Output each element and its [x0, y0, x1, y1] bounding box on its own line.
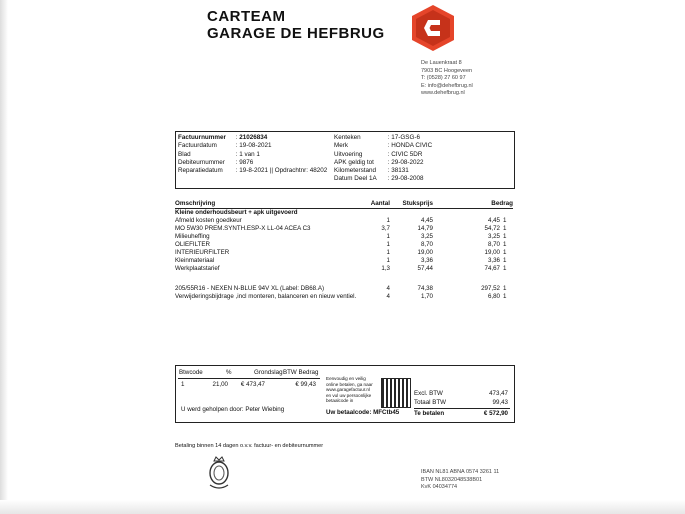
vat-percentage: 21,00 — [212, 381, 228, 388]
grand-total-value: € 572,90 — [483, 410, 508, 417]
company-subtitle: GARAGE DE HEFBRUG — [207, 25, 385, 42]
line-item-quantity: 1,3 — [381, 265, 390, 272]
line-item-description: Verwijderingsbijdrage ,incl monteren, balanceren en nieuw ventiel. — [175, 293, 357, 300]
excl-vat-value: 473,47 — [489, 390, 508, 397]
line-item-description: MO 5W30 PREM.SYNTH.ESP-X LL-04 ACEA C3 — [175, 225, 311, 232]
line-item-quantity: 1 — [386, 241, 390, 248]
line-item-amount: 8,70 — [487, 241, 500, 248]
line-item-quantity: 4 — [386, 293, 390, 300]
line-item-amount: 19,00 — [484, 249, 500, 256]
vat-col-amount: BTW Bedrag — [283, 369, 319, 376]
line-item-vat-code: 1 — [503, 257, 507, 264]
line-item-vat-code: 1 — [503, 233, 507, 240]
line-item-quantity: 1 — [386, 217, 390, 224]
line-item-vat-code: 1 — [503, 285, 507, 292]
line-item-description: Afmeld kosten goedkeur — [175, 217, 242, 224]
vat-col-pct: % — [226, 369, 232, 376]
royal-warrant-emblem-icon — [206, 455, 232, 491]
line-item-vat-code: 1 — [503, 249, 507, 256]
excl-vat-label: Excl. BTW — [414, 390, 443, 397]
line-item-amount: 74,67 — [484, 265, 500, 272]
totals-divider — [414, 408, 510, 409]
col-header-quantity: Aantal — [370, 200, 390, 207]
line-item-description: Kleinmateriaal — [175, 257, 215, 264]
line-item-amount: 4,45 — [487, 217, 500, 224]
line-item-unit-price: 57,44 — [417, 265, 433, 272]
line-item-amount: 6,80 — [487, 293, 500, 300]
line-item-unit-price: 3,36 — [420, 257, 433, 264]
vat-header-row — [178, 368, 320, 379]
invoice-details-left: Factuurnummer : 21026834 Factuurdatum : 19-08-2021 Blad : 1 van 1 Debiteurnummer : 9876 Reparatiedatum : 19-8-2021 || Opdrachtnr: 48202 — [178, 134, 328, 175]
grand-total-label: Te betalen — [414, 410, 445, 417]
col-header-amount: Bedrag — [491, 200, 513, 207]
total-vat-label: Totaal BTW — [414, 399, 446, 406]
bank-details: IBAN NL81 ABNA 0574 3261 11 BTW NL8032048538B01 KvK 04034774 — [421, 469, 500, 490]
served-by: U werd geholpen door: Peter Wiebing — [181, 406, 285, 413]
total-vat-value: 99,43 — [492, 399, 508, 406]
page-edge-left — [0, 0, 8, 514]
line-item-vat-code: 1 — [503, 217, 507, 224]
line-item-amount: 3,36 — [487, 257, 500, 264]
company-name: CARTEAM — [207, 8, 286, 25]
company-address: De Lauenkraat 8 7903 BC Hoogeveen T: (0528) 27 60 97 E: info@dehefbrug.nl www.dehefbrug.nl — [421, 60, 473, 96]
line-item-amount: 3,25 — [487, 233, 500, 240]
line-item-quantity: 1 — [386, 249, 390, 256]
line-item-quantity: 1 — [386, 233, 390, 240]
col-header-unit-price: Stuksprijs — [402, 200, 433, 207]
line-item-description: Werkplaatstarief — [175, 265, 220, 272]
page-edge-bottom — [0, 500, 685, 514]
line-item-vat-code: 1 — [503, 225, 507, 232]
section-title: Kleine onderhoudsbeurt + apk uitgevoerd — [175, 209, 298, 216]
line-item-unit-price: 19,00 — [417, 249, 433, 256]
line-item-unit-price: 4,45 — [420, 217, 433, 224]
line-item-unit-price: 14,79 — [417, 225, 433, 232]
vat-base: € 473,47 — [240, 381, 265, 388]
vat-code: 1 — [181, 381, 185, 388]
vat-col-code: Btwcode — [179, 369, 203, 376]
line-item-amount: 297,52 — [481, 285, 500, 292]
line-item-quantity: 4 — [386, 285, 390, 292]
line-item-description: 205/55R16 - NEXEN N-BLUE 94V XL (Label: DB68.A) — [175, 285, 325, 292]
line-item-vat-code: 1 — [503, 241, 507, 248]
line-item-vat-code: 1 — [503, 265, 507, 272]
col-header-description: Omschrijving — [175, 200, 216, 207]
line-item-quantity: 3,7 — [381, 225, 390, 232]
line-item-unit-price: 74,38 — [417, 285, 433, 292]
payment-code: Uw betaalcode: MFCtb45 — [326, 409, 400, 416]
carteam-logo-icon — [410, 4, 456, 52]
line-item-amount: 54,72 — [484, 225, 500, 232]
line-item-unit-price: 3,25 — [420, 233, 433, 240]
line-item-vat-code: 1 — [503, 293, 507, 300]
line-item-unit-price: 8,70 — [420, 241, 433, 248]
line-item-quantity: 1 — [386, 257, 390, 264]
line-item-description: OLIEFILTER — [175, 241, 210, 248]
payment-info: Eenvoudig en veilig online betalen, ga naar www.garagefactuur.nl en vul uw persoonlijke betaalcode in — [326, 376, 373, 403]
line-item-unit-price: 1,70 — [420, 293, 433, 300]
payment-qr-code-icon[interactable] — [381, 378, 411, 408]
vehicle-details: Kenteken : 17-GSG-6 Merk : HONDA CIVIC Uitvoering : CIVIC 5DR APK geldig tot : 29-08-2022 Kilometerstand : 38131 Datum Deel 1A : 29-08-2008 — [334, 134, 433, 183]
line-item-description: Milieuheffing — [175, 233, 210, 240]
vat-amount: € 99,43 — [295, 381, 316, 388]
payment-terms: Betaling binnen 14 dagen o.v.v. factuur- en debiteurnummer — [175, 443, 324, 449]
line-item-description: INTERIEURFILTER — [175, 249, 230, 256]
vat-col-base: Grondslag — [254, 369, 283, 376]
